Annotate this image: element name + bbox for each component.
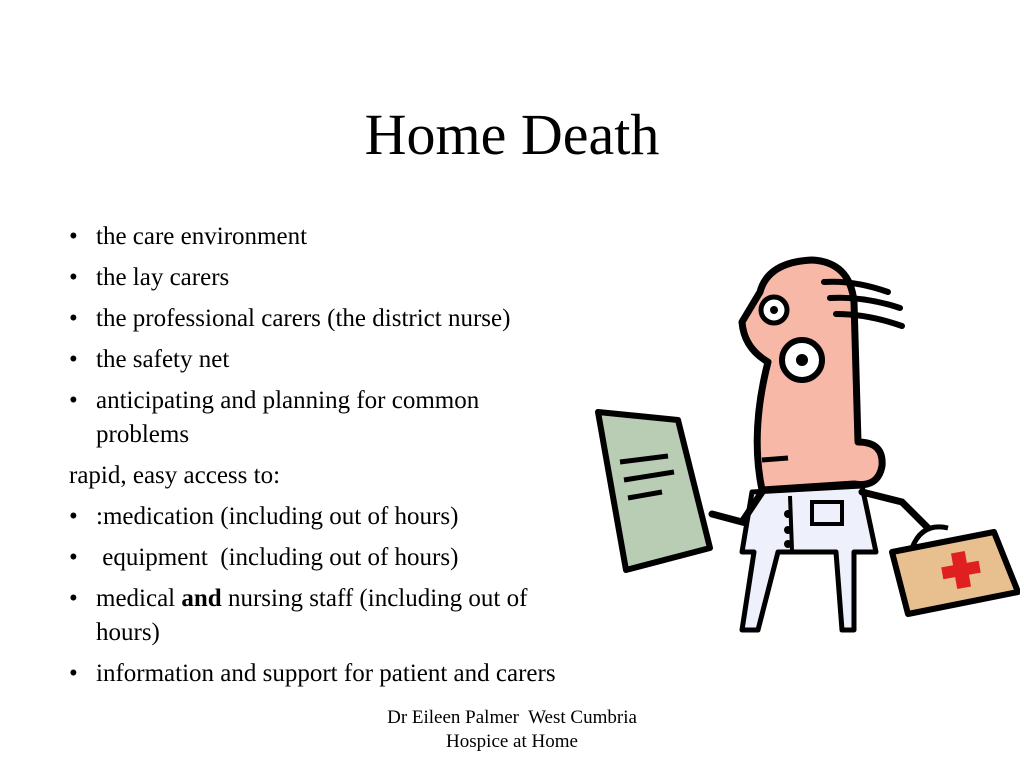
list-item-text: the professional carers (the district nurse): [96, 305, 511, 332]
doctor-head: [742, 260, 902, 490]
list-item-text: information and support for patient and carers: [96, 660, 556, 687]
list-item: [69, 302, 599, 336]
bullet-icon: •: [69, 346, 78, 373]
bullet-icon: •: [69, 544, 78, 571]
footer-author: Dr Eileen Palmer West Cumbria: [387, 707, 637, 728]
bullet-icon: •: [69, 223, 78, 250]
medical-bag-icon: [892, 527, 1018, 614]
doctor-with-medical-bag-clipart: [592, 252, 1020, 636]
paper-document-icon: [598, 412, 710, 570]
list-item: [69, 582, 596, 650]
bullet-icon: •: [69, 387, 78, 414]
list-item-text: the safety net: [96, 346, 230, 373]
bullet-icon: •: [69, 660, 78, 687]
bullet-list: [69, 220, 599, 698]
list-item: [69, 500, 599, 534]
slide-footer: [370, 706, 654, 754]
text-part: nursing staff (including out of hours): [96, 585, 534, 646]
list-item-text: [96, 585, 534, 646]
bullet-icon: •: [69, 585, 78, 612]
list-item: [69, 343, 599, 377]
list-item-text: the care environment: [96, 223, 308, 250]
list-item: [69, 261, 599, 295]
bullet-icon: •: [69, 264, 78, 291]
footer-organisation: Hospice at Home: [446, 731, 578, 752]
list-item: [69, 220, 599, 254]
slide-title: Home Death: [364, 102, 660, 167]
list-item: [69, 384, 566, 452]
bold-word: and: [181, 585, 222, 612]
bullet-icon: •: [69, 503, 78, 530]
list-item-text: :medication (including out of hours): [96, 503, 459, 530]
list-item: [69, 541, 599, 575]
text-part: medical: [96, 585, 182, 612]
list-item-text: equipment (including out of hours): [96, 544, 459, 571]
list-item: [69, 657, 576, 691]
list-item-text: the lay carers: [96, 264, 230, 291]
list-subheading: rapid, easy access to:: [69, 462, 281, 489]
list-item-text: anticipating and planning for common problems: [96, 387, 480, 448]
bullet-icon: •: [69, 305, 78, 332]
